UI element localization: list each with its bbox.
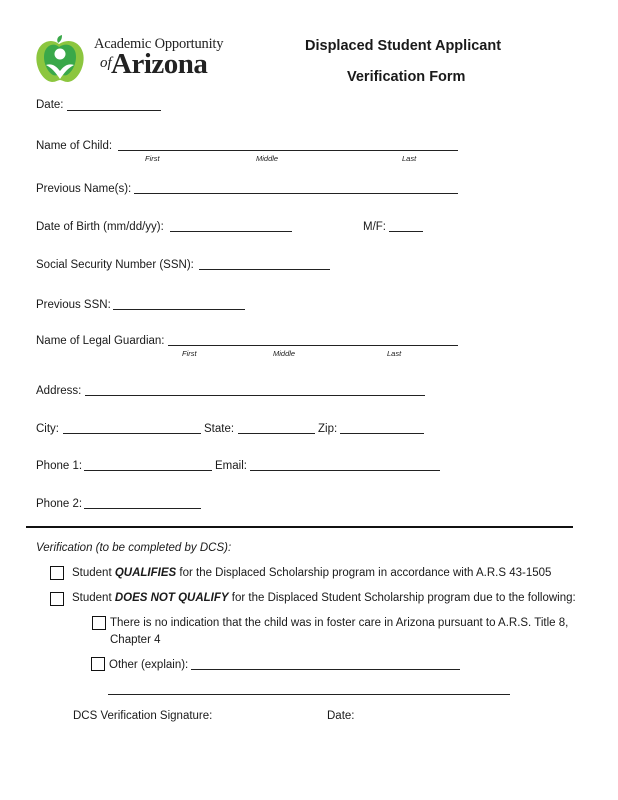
other-reason-label: Other (explain): [109,659,189,671]
ssn-label: Social Security Number (SSN): [36,259,194,271]
email-field[interactable] [250,470,440,471]
foster-care-checkbox[interactable] [92,616,106,630]
guardian-label: Name of Legal Guardian: [36,335,165,347]
signature-label: DCS Verification Signature: [73,710,213,722]
state-field[interactable] [238,433,315,434]
ssn-field[interactable] [199,269,330,270]
date-label: Date: [36,99,64,111]
previous-ssn-field[interactable] [113,309,245,310]
zip-label: Zip: [318,423,338,435]
phone1-field[interactable] [84,470,212,471]
not-qualify-checkbox[interactable] [50,592,64,606]
verification-heading: Verification (to be completed by DCS): [36,542,232,554]
not-qualify-text [72,591,576,605]
zip-field[interactable] [340,433,424,434]
address-label: Address: [36,385,82,397]
previous-names-field[interactable] [134,193,458,194]
qualifies-pre: Student [72,567,115,579]
child-middle-caption: Middle [256,154,279,163]
city-field[interactable] [63,433,201,434]
address-field[interactable] [85,395,425,396]
section-divider [26,526,573,528]
phone1-label: Phone 1: [36,460,83,472]
foster-care-reason-line2: Chapter 4 [110,634,161,646]
child-last-caption: Last [402,154,417,163]
form-title-line2: Verification Form [347,69,466,85]
previous-names-label: Previous Name(s): [36,183,132,195]
logo-line1: Academic Opportunity [94,36,224,52]
not-qualify-emph: DOES NOT QUALIFY [114,592,229,604]
child-name-field[interactable] [118,150,458,151]
not-qualify-pre: Student [72,592,115,604]
child-first-caption: First [145,154,160,163]
logo [34,35,234,87]
not-qualify-post: for the Displaced Student Scholarship program due to the following: [228,592,576,604]
previous-ssn-label: Previous SSN: [36,299,111,311]
date-field[interactable] [67,110,161,111]
guardian-field[interactable] [168,345,458,346]
other-reason-checkbox[interactable] [91,657,105,671]
guardian-middle-caption: Middle [273,349,296,358]
state-label: State: [204,423,235,435]
foster-care-reason-line1: There is no indication that the child was in foster care in Arizona pursuant to A.R.S. Title 8, [110,617,569,629]
dob-field[interactable] [170,231,292,232]
qualifies-emph: QUALIFIES [114,567,177,579]
form-title-line1: Displaced Student Applicant [305,38,502,54]
qualifies-text [72,566,551,580]
gender-field[interactable] [389,231,423,232]
email-label: Email: [215,460,247,472]
guardian-first-caption: First [182,349,197,358]
city-label: City: [36,423,59,435]
phone2-field[interactable] [84,508,201,509]
logo-line2-prefix: of [100,55,112,71]
guardian-last-caption: Last [387,349,402,358]
qualifies-post: for the Displaced Scholarship program in accordance with A.R.S 43-1505 [176,567,552,579]
other-reason-field[interactable] [191,669,460,670]
signature-date-label: Date: [327,710,355,722]
apple-person-icon [34,35,86,85]
signature-line[interactable] [108,694,510,695]
qualifies-checkbox[interactable] [50,566,64,580]
dob-label: Date of Birth (mm/dd/yy): [36,221,164,233]
gender-label: M/F: [363,221,386,233]
logo-line2-main: Arizona [111,48,208,80]
phone2-label: Phone 2: [36,498,83,510]
child-name-label: Name of Child: [36,140,113,152]
